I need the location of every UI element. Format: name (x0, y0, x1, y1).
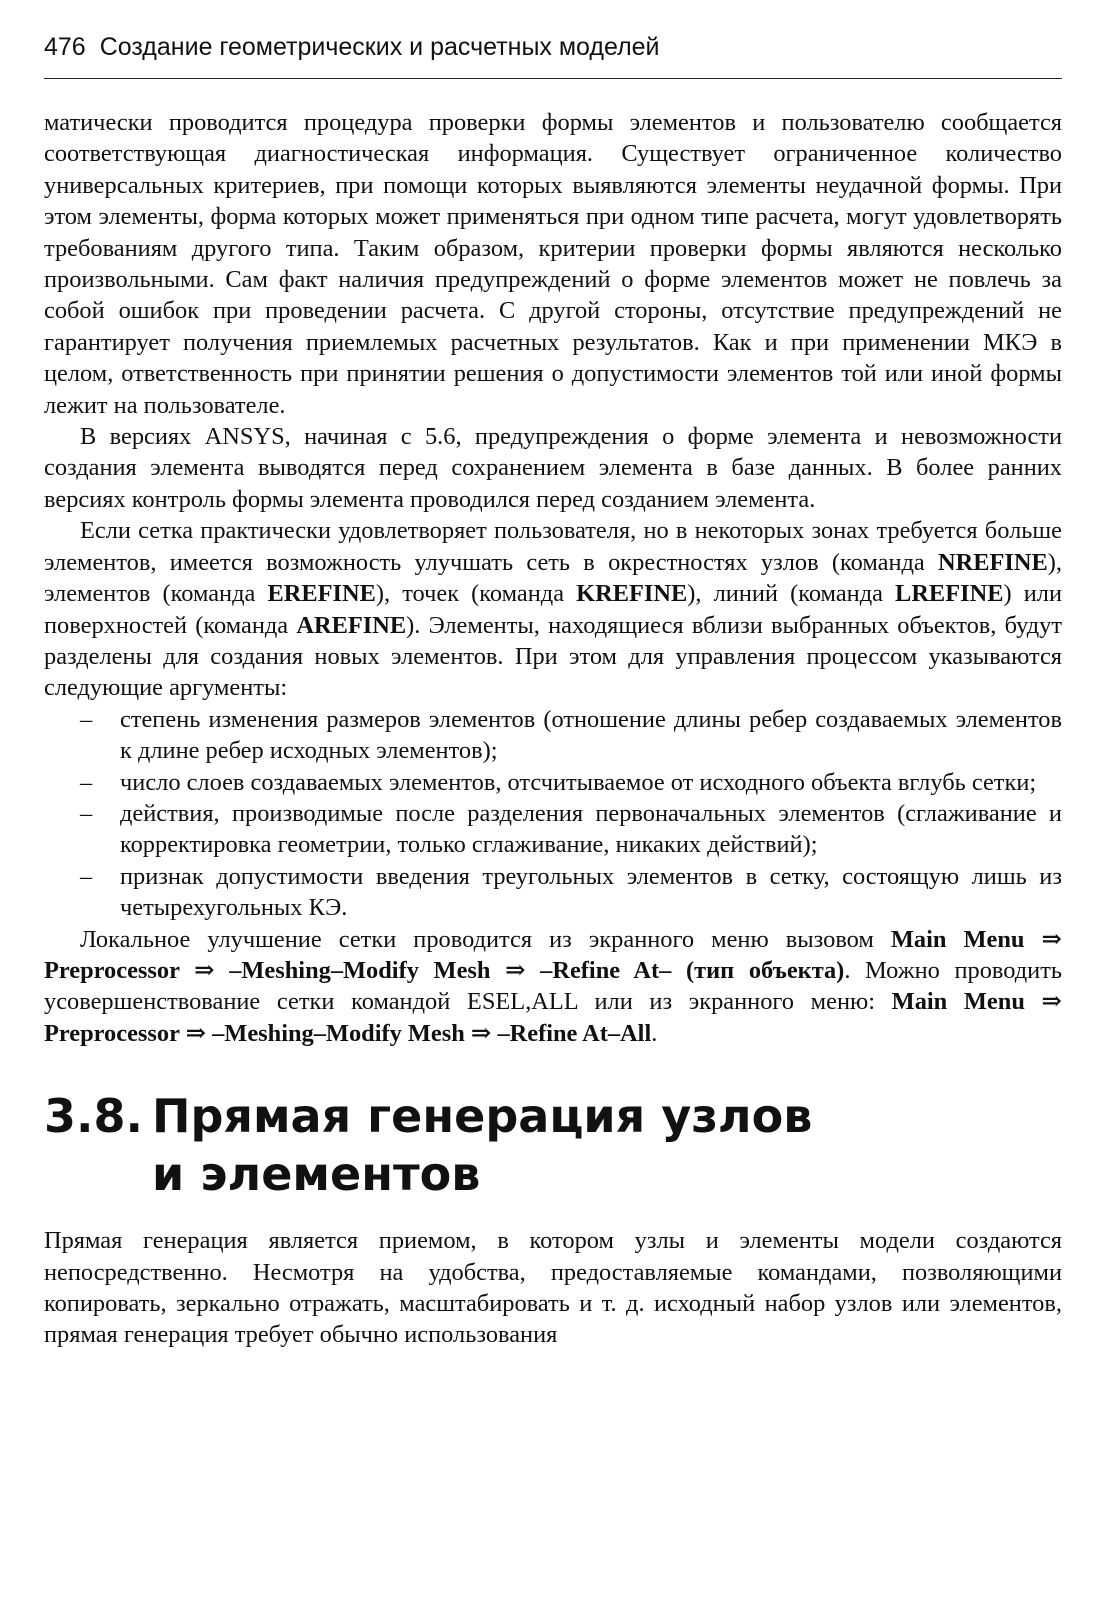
section-number: 3.8. (44, 1089, 143, 1144)
section-heading (44, 1087, 1062, 1203)
list-item (44, 861, 1062, 924)
document-page (44, 30, 1062, 1351)
list-item (44, 798, 1062, 861)
paragraph-ansys-versions: В версиях ANSYS, начиная с 5.6, предупреждения о форме элемента и невозможности создания элемента выводятся перед сохранением элемента в базе данных. В более ранних версиях контроль формы элемента проводился перед созданием элемента. (44, 423, 1062, 513)
command-erefine: EREFINE (267, 580, 376, 608)
text-span: ). Элементы, находящиеся вблизи выбранных объектов, будут разделены для создания новых элементов. При этом для управления процессом указываются следующие аргументы: (44, 611, 1063, 702)
command-krefine: KREFINE (576, 580, 688, 608)
menu-path-refine-all: Main Menu ⇒ Preprocessor ⇒ –Meshing–Modify Mesh ⇒ –Refine At–All (44, 988, 1062, 1047)
paragraph-mesh-refine (44, 515, 1062, 703)
arguments-list (44, 704, 1062, 924)
section-title-line-1: Прямая генерация узлов (152, 1089, 813, 1144)
paragraph-local-refinement (44, 924, 1062, 1050)
running-head (44, 30, 1062, 79)
text-span: ), линий (команда (687, 580, 896, 608)
bullet-marker: – (80, 862, 93, 890)
text-span: . (651, 1019, 658, 1047)
paragraph-shape-check: матически проводится процедура проверки формы элементов и пользователю сообщается соответствующая диагностическая информация. Существует ограниченное количество универсальных критериев, при помощи которых выявляются элементы неудачной формы. При этом элементы, форма которых может применяться при одном типе расчета, могут удовлетворять требованиям другого типа. Таким образом, критерии проверки формы являются несколько произвольными. Сам факт наличия предупреждений о форме элементов может не повлечь за собой ошибок при проведении расчета. С другой стороны, отсутствие предупреждений не гарантирует получения приемлемых расчетных результатов. Как и при применении МКЭ в целом, ответственность при принятии решения о допустимости элементов той или иной формы лежит на пользователе. (44, 109, 1062, 419)
command-nrefine: NREFINE (937, 548, 1048, 576)
text-span: ) или поверхностей (команда (44, 580, 1062, 639)
list-item (44, 767, 1062, 798)
page-number: 476 (44, 33, 86, 61)
bullet-marker: – (80, 705, 93, 733)
paragraph-direct-generation: Прямая генерация является приемом, в котором узлы и элементы модели создаются непосредственно. Несмотря на удобства, предоставляемые командами, позволяющими копировать, зеркально отражать, масштабировать и т. д. исходный набор узлов или элементов, прямая генерация требует обычно использования (44, 1227, 1062, 1349)
text-span: Если сетка практически удовлетворяет пользователя, но в некоторых зонах требуется больше элементов, имеется возможность улучшать сеть в окрестностях узлов (команда (44, 517, 1062, 576)
text-span: ), элементов (команда (44, 548, 1062, 608)
bullet-marker: – (80, 799, 93, 827)
list-item-text: действия, производимые после разделения первоначальных элементов (сглаживание и корректировка геометрии, только сглаживание, никаких действий); (120, 799, 1062, 859)
command-lrefine: LREFINE (895, 580, 1004, 608)
command-arefine: AREFINE (296, 611, 407, 639)
bullet-marker: – (80, 768, 93, 796)
menu-path-refine-at: Main Menu ⇒ Preprocessor ⇒ –Meshing–Modify Mesh ⇒ –Refine At– (тип объекта) (44, 925, 1062, 984)
text-span: . Можно проводить усовершенствование сетки командой ESEL,ALL или из экранного меню: (44, 956, 1062, 1016)
section-title-line-2: и элементов (152, 1147, 481, 1202)
text-span: Локальное улучшение сетки проводится из экранного меню вызовом (80, 925, 891, 953)
list-item-text: признак допустимости введения треугольных элементов в сетку, состоящую лишь из четырехугольных КЭ. (120, 862, 1062, 922)
running-head-title: Создание геометрических и расчетных моделей (99, 33, 660, 61)
list-item (44, 704, 1062, 767)
list-item-text: степень изменения размеров элементов (отношение длины ребер создаваемых элементов к длине ребер исходных элементов); (120, 705, 1062, 765)
list-item-text: число слоев создаваемых элементов, отсчитываемое от исходного объекта вглубь сетки; (120, 768, 1037, 796)
text-span: ), точек (команда (375, 580, 577, 608)
